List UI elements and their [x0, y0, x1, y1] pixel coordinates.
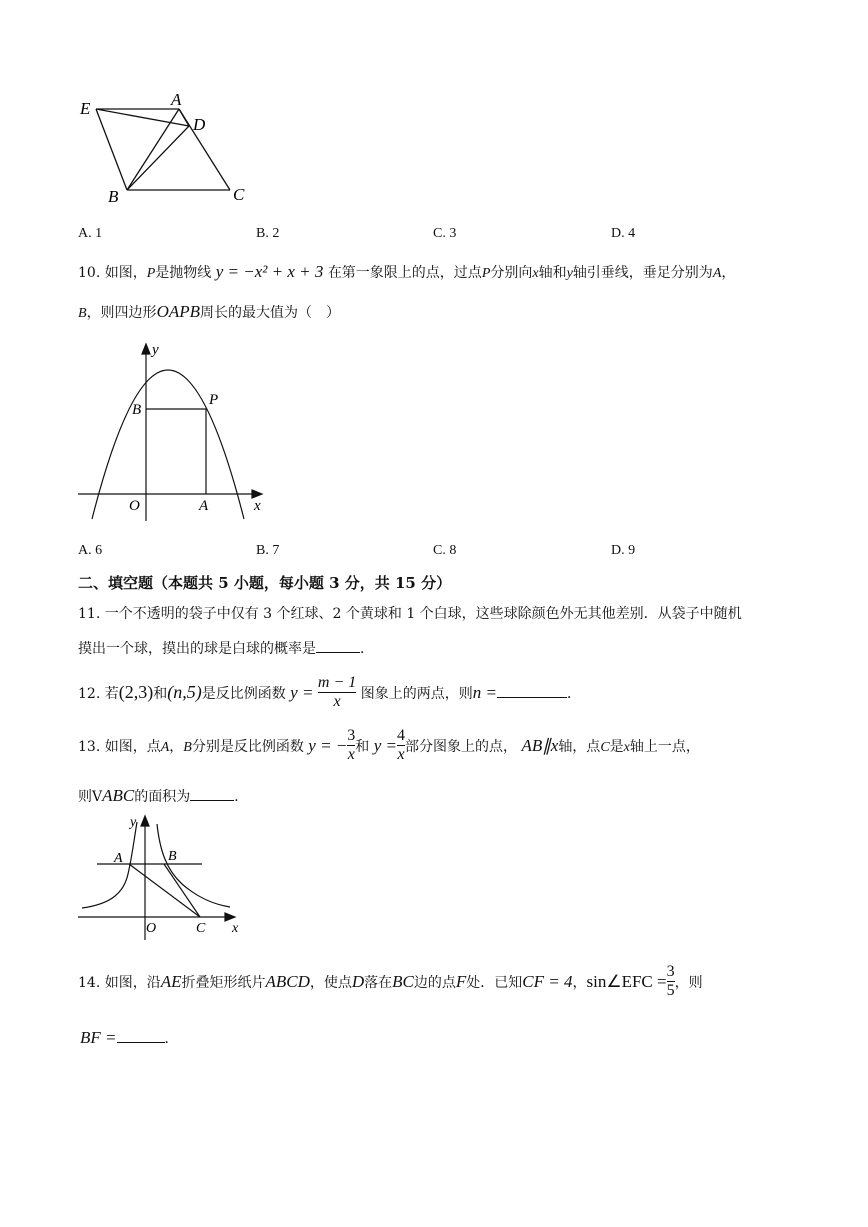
label-P: P: [209, 392, 219, 408]
label-E: E: [80, 99, 91, 118]
label-C: C: [233, 185, 245, 204]
label-B: B: [132, 402, 142, 418]
q10-line2: B，则四边形OAPB周长的最大值为（ ）: [78, 302, 340, 321]
q12-line: 12. 若(2,3)和(n,5)是反比例函数 y = $\frac{m - 1}{x}$ 图象上的两点，则n = ．: [78, 673, 581, 710]
rhombus-figure: [70, 88, 260, 213]
q11-line1: 11. 一个不透明的袋子中仅有 3 个红球、2 个黄球和 1 个白球，这些球除颜色外无其他差别．从袋子中随机: [78, 606, 742, 622]
label-O: O: [129, 498, 140, 514]
q10-option-b[interactable]: B. 7: [256, 543, 280, 558]
parabola-figure: [70, 336, 270, 526]
q11-answer-blank[interactable]: [316, 638, 360, 653]
label-B: B: [168, 849, 177, 864]
label-C: C: [196, 921, 206, 936]
q9-option-b[interactable]: B. 2: [256, 226, 280, 241]
label-x: x: [254, 498, 261, 514]
q14-answer-blank[interactable]: [117, 1028, 165, 1043]
q14-line1: 14. 如图，沿AE折叠矩形纸片ABCD，使点D落在BC边的点F处．已知CF = 4，sin∠EFC = $\frac{3}{5}$ ，则: [78, 962, 703, 999]
label-x: x: [232, 921, 239, 936]
q13-answer-blank[interactable]: [190, 786, 234, 801]
q13-line2: 则VABC的面积为 ．: [78, 786, 249, 805]
label-y: y: [152, 342, 159, 358]
q9-option-a[interactable]: A. 1: [78, 226, 103, 241]
label-A: A: [171, 90, 182, 109]
q10-line1: 10. 如图，P是抛物线 y = −x² + x + 3 在第一象限上的点，过点P分别向x轴和y轴引垂线，垂足分别为A，: [78, 262, 736, 281]
label-D: D: [193, 115, 206, 134]
q10-option-a[interactable]: A. 6: [78, 543, 103, 558]
q14-line2: BF = ．: [80, 1028, 179, 1047]
q11-line2: 摸出一个球，摸出的球是白球的概率是 ．: [78, 638, 374, 659]
q9-option-c[interactable]: C. 3: [433, 226, 457, 241]
hyperbola-figure: [72, 812, 252, 942]
q10-option-c[interactable]: C. 8: [433, 543, 457, 558]
q12-answer-blank[interactable]: [497, 683, 567, 698]
q13-line1: 13. 如图，点A，B分别是反比例函数 y = − $\frac{3}{x}$ 和 y = $\frac{4}{x}$ 部分图象上的点， AB∥x轴，点C是x轴上一点，: [78, 726, 700, 763]
label-O: O: [146, 921, 157, 936]
q10-option-d[interactable]: D. 9: [611, 543, 636, 558]
q9-option-d[interactable]: D. 4: [611, 226, 636, 241]
section-heading: 二、填空题（本题共 5 小题，每小题 3 分，共 15 分）: [78, 574, 452, 592]
label-y: y: [130, 815, 137, 830]
label-A: A: [114, 851, 123, 866]
label-A: A: [199, 498, 209, 514]
label-B: B: [108, 187, 119, 206]
